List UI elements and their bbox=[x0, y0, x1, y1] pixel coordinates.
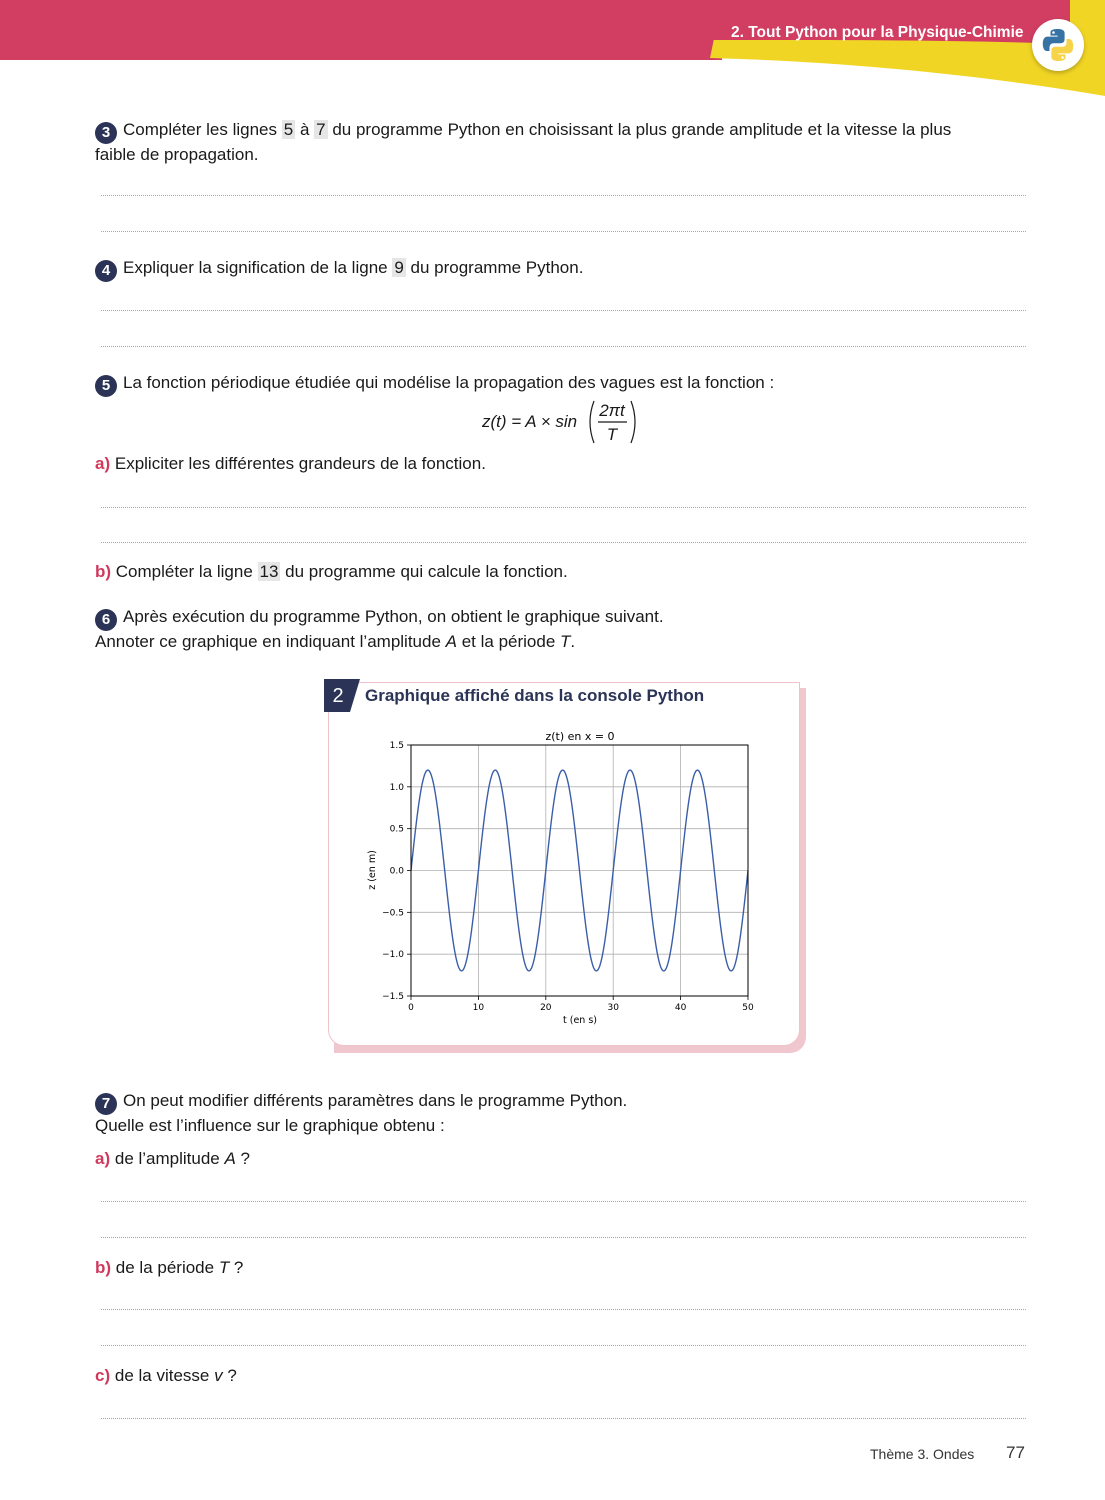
question-7a bbox=[95, 1148, 250, 1170]
question-text: On peut modifier différents paramètres dans le programme Python. bbox=[123, 1091, 628, 1110]
question-7b bbox=[95, 1257, 243, 1279]
question-text: . bbox=[570, 632, 576, 651]
question-text: Annoter ce graphique en indiquant l’amplitude bbox=[95, 632, 446, 651]
answer-line[interactable] bbox=[101, 310, 1026, 311]
question-text: du programme Python en choisissant la plus grande amplitude et la vitesse la plus bbox=[327, 120, 952, 139]
x-tick-label: 50 bbox=[742, 1003, 754, 1013]
question-4 bbox=[95, 257, 583, 282]
chart-title: z(t) en x = 0 bbox=[545, 730, 615, 743]
var-A: A bbox=[224, 1149, 236, 1168]
question-6 bbox=[95, 606, 664, 653]
question-text: Expliquer la signification de la ligne bbox=[123, 258, 393, 277]
question-number-badge: 4 bbox=[95, 260, 117, 282]
y-tick-label: −1.5 bbox=[382, 992, 404, 1002]
formula-numerator: 2πt bbox=[599, 401, 625, 420]
formula-lhs: z(t) = A × sin bbox=[482, 412, 578, 431]
question-text: Compléter la ligne bbox=[115, 562, 258, 581]
sub-label: a) bbox=[95, 1149, 111, 1168]
question-number-badge: 7 bbox=[95, 1093, 117, 1115]
x-tick-label: 30 bbox=[607, 1003, 619, 1013]
y-tick-label: 1.5 bbox=[389, 741, 404, 751]
question-text: Après exécution du programme Python, on obtient le graphique suivant. bbox=[123, 607, 664, 626]
sub-label: b) bbox=[95, 1258, 112, 1277]
question-text: du programme qui calcule la fonction. bbox=[280, 562, 568, 581]
code-line-ref: 9 bbox=[394, 258, 404, 277]
x-tick-label: 10 bbox=[472, 1003, 485, 1013]
x-tick-label: 0 bbox=[408, 1003, 414, 1013]
question-number-badge: 3 bbox=[95, 122, 117, 144]
y-axis-label: z (en m) bbox=[367, 850, 378, 890]
question-text: ? bbox=[235, 1149, 251, 1168]
answer-line[interactable] bbox=[101, 1237, 1026, 1238]
question-text: faible de propagation. bbox=[95, 145, 259, 164]
question-text: et la période bbox=[456, 632, 560, 651]
sub-label: a) bbox=[95, 454, 111, 473]
x-tick-label: 40 bbox=[674, 1003, 687, 1013]
question-text: ? bbox=[229, 1258, 244, 1277]
question-number-badge: 5 bbox=[95, 375, 117, 397]
question-text: de la période bbox=[115, 1258, 219, 1277]
answer-line[interactable] bbox=[101, 346, 1026, 347]
python-logo-icon bbox=[1032, 19, 1084, 71]
chapter-title: 2. Tout Python pour la Physique-Chimie bbox=[731, 24, 1024, 41]
y-tick-label: 0.5 bbox=[389, 824, 404, 835]
question-text: de la vitesse bbox=[114, 1366, 215, 1385]
code-line-ref: 5 bbox=[283, 120, 294, 139]
answer-line[interactable] bbox=[101, 231, 1026, 232]
page-number: 77 bbox=[1006, 1443, 1025, 1462]
question-5 bbox=[95, 372, 774, 397]
question-7 bbox=[95, 1090, 627, 1137]
question-text: Expliciter les différentes grandeurs de la fonction. bbox=[114, 454, 486, 473]
y-tick-label: −0.5 bbox=[382, 908, 404, 919]
question-text: Compléter les lignes bbox=[123, 120, 282, 139]
question-text: de l’amplitude bbox=[114, 1149, 225, 1168]
answer-line[interactable] bbox=[101, 1201, 1026, 1202]
sine-chart bbox=[338, 722, 778, 1032]
var-A: A bbox=[445, 632, 457, 651]
question-text: Quelle est l’influence sur le graphique obtenu : bbox=[95, 1116, 445, 1135]
sine-formula bbox=[482, 397, 652, 447]
figure-number: 2 bbox=[332, 685, 344, 707]
answer-line[interactable] bbox=[101, 542, 1026, 543]
question-3 bbox=[95, 119, 1025, 166]
answer-line[interactable] bbox=[101, 507, 1026, 508]
y-tick-label: 1.0 bbox=[389, 782, 404, 793]
figure-number-tab bbox=[324, 679, 360, 712]
header-banner bbox=[0, 0, 1105, 100]
var-v: v bbox=[214, 1366, 223, 1385]
question-7c bbox=[95, 1365, 237, 1387]
figure-title: Graphique affiché dans la console Python bbox=[365, 686, 705, 705]
question-5b bbox=[95, 561, 568, 583]
x-tick-label: 20 bbox=[540, 1003, 552, 1013]
question-text: à bbox=[295, 120, 315, 139]
answer-line[interactable] bbox=[101, 1309, 1026, 1310]
var-T: T bbox=[560, 632, 571, 651]
question-text: du programme Python. bbox=[405, 258, 584, 277]
code-line-ref: 7 bbox=[316, 120, 326, 139]
formula-denominator: T bbox=[606, 425, 618, 444]
question-text: ? bbox=[222, 1366, 237, 1385]
code-line-ref: 13 bbox=[259, 562, 279, 581]
footer-theme: Thème 3. Ondes bbox=[870, 1446, 975, 1462]
y-tick-label: −1.0 bbox=[382, 950, 404, 961]
sub-label: b) bbox=[95, 562, 112, 581]
question-number-badge: 6 bbox=[95, 609, 117, 631]
answer-line[interactable] bbox=[101, 1418, 1026, 1419]
answer-line[interactable] bbox=[101, 195, 1026, 196]
question-5a bbox=[95, 453, 486, 475]
y-tick-label: 0.0 bbox=[389, 866, 404, 877]
answer-line[interactable] bbox=[101, 1345, 1026, 1346]
question-text: La fonction périodique étudiée qui modélise la propagation des vagues est la fonction : bbox=[123, 373, 775, 392]
sub-label: c) bbox=[95, 1366, 111, 1385]
x-axis-label: t (en s) bbox=[563, 1015, 597, 1026]
var-T: T bbox=[218, 1258, 230, 1277]
